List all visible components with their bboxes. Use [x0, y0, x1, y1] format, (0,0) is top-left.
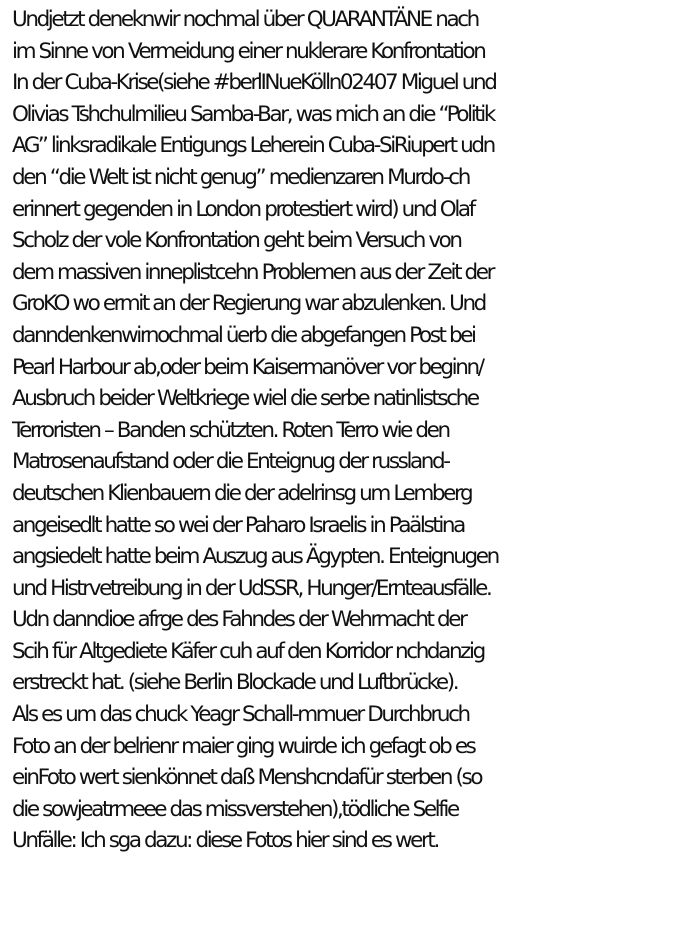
text-line: den “die Welt ist nicht genug” medienzaren Murdo-ch: [12, 164, 469, 190]
text-line: Als es um das chuck Yeagr Schall-mmuer Durchbruch: [12, 702, 469, 728]
text-line: im Sinne von Vermeidung einer nuklerare Konfrontation: [12, 38, 485, 64]
text-line: Pearl Harbour ab,oder beim Kaisermanöver vor beginn/: [12, 354, 483, 380]
text-line: Foto an der belrienr maier ging wuirde ich gefagt ob es: [12, 733, 475, 759]
text-line: Unfälle: Ich sga dazu: diese Fotos hier sind es wert.: [12, 828, 438, 854]
text-line: Scholz der vole Konfrontation geht beim Versuch von: [12, 228, 461, 254]
text-line: Ausbruch beider Weltkriege wiel die serbe natinlistsche: [12, 386, 478, 412]
text-line: und Histrvetreibung in der UdSSR, Hunger/Ernteausfälle.: [12, 575, 491, 601]
text-line: Olivias Tshchulmilieu Samba-Bar, was mich an die “Politik: [12, 101, 494, 127]
text-line: GroKO wo ermit an der Regierung war abzulenken. Und: [12, 291, 485, 317]
text-line: In der Cuba-Krise(siehe #berlINueKölln02407 Miguel und: [12, 70, 496, 96]
text-line: angeisedlt hatte so wei der Paharo Israelis in Paälstina: [12, 512, 464, 538]
text-line: angsiedelt hatte beim Auszug aus Ägypten. Enteignugen: [12, 544, 498, 570]
text-line: dem massiven inneplistcehn Problemen aus der Zeit der: [12, 259, 494, 285]
text-line: AG” linksradikale Entigungs Leherein Cuba-SiRiupert udn: [12, 133, 494, 159]
text-line: einFoto wert sienkönnet daß Menshcndafür sterben (so: [12, 765, 482, 791]
text-line: Terroristen – Banden schützten. Roten Terro wie den: [12, 417, 449, 443]
text-line: die sowjeatrmeee das missverstehen),tödliche Selfie: [12, 796, 458, 822]
body-text: [12, 4, 680, 857]
text-line: Undjetzt deneknwir nochmal über QUARANTÄNE nach: [12, 7, 478, 32]
text-line: deutschen Klienbauern die der adelrinsg um Lemberg: [12, 480, 472, 506]
text-line: Scih für Altgediete Käfer cuh auf den Korridor nchdanzig: [12, 638, 484, 664]
text-line: erstreckt hat. (siehe Berlin Blockade und Luftbrücke).: [12, 670, 458, 696]
text-line: Udn danndioe afrge des Fahndes der Wehrmacht der: [12, 607, 466, 633]
text-line: Matrosenaufstand oder die Enteignug der russland-: [12, 449, 449, 475]
text-line: danndenkenwirnochmal üerb die abgefangen Post bei: [12, 322, 475, 348]
text-line: erinnert gegenden in London protestiert wird) und Olaf: [12, 196, 474, 222]
